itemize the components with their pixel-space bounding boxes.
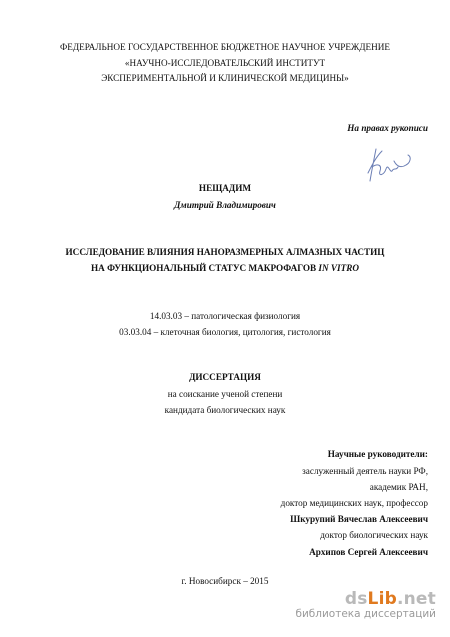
author-name: Дмитрий Владимирович: [174, 200, 276, 210]
supervisor-1-title-1: заслуженный деятель науки РФ,: [302, 466, 428, 476]
degree-line-1: на соискание ученой степени: [167, 389, 283, 399]
specialty-1: 14.03.03 – патологическая физиология: [149, 311, 301, 321]
supervisor-1-title-3: доктор медицинских наук, профессор: [280, 498, 428, 508]
supervisor-1-name: Шкурупий Вячеслав Алексеевич: [290, 514, 428, 524]
watermark-lib: Lib: [367, 589, 397, 609]
institution-line-1: ФЕДЕРАЛЬНОЕ ГОСУДАРСТВЕННОЕ БЮДЖЕТНОЕ НАУЧНОЕ УЧРЕЖДЕНИЕ: [59, 42, 391, 52]
watermark: [295, 590, 436, 620]
watermark-logo: [295, 590, 436, 608]
watermark-net: .net: [396, 589, 436, 609]
place-year: г. Новосибирск – 2015: [181, 576, 269, 586]
title-line-1: ИССЛЕДОВАНИЕ ВЛИЯНИЯ НАНОРАЗМЕРНЫХ АЛМАЗНЫХ ЧАСТИЦ: [65, 247, 385, 257]
degree-line-2: кандидата биологических наук: [164, 405, 286, 415]
manuscript-note: На правах рукописи: [347, 123, 428, 133]
institution-line-3: ЭКСПЕРИМЕНТАЛЬНОЙ И КЛИНИЧЕСКОЙ МЕДИЦИНЫ»: [101, 73, 349, 83]
title-line-2-text: НА ФУНКЦИОНАЛЬНЫЙ СТАТУС МАКРОФАГОВ: [90, 263, 319, 273]
title-line-2: [0, 263, 450, 274]
specialty-2: 03.03.04 – клеточная биология, цитология, гистология: [119, 327, 331, 337]
title-line-2-italic: IN VITRO: [318, 263, 360, 273]
watermark-caption: библиотека диссертаций: [295, 608, 436, 620]
supervisor-2-name: Архипов Сергей Алексеевич: [309, 547, 428, 557]
supervisor-2-title-1: доктор биологических наук: [320, 530, 428, 540]
watermark-ds: ds: [344, 589, 368, 609]
author-surname: НЕЩАДИМ: [198, 183, 252, 193]
institution-line-2: «НАУЧНО-ИССЛЕДОВАТЕЛЬСКИЙ ИНСТИТУТ: [124, 58, 326, 68]
supervisor-1-title-2: академик РАН,: [369, 482, 428, 492]
work-type: ДИССЕРТАЦИЯ: [189, 372, 261, 382]
supervisors-heading: Научные руководители:: [327, 449, 428, 459]
signature-icon: [362, 143, 414, 185]
